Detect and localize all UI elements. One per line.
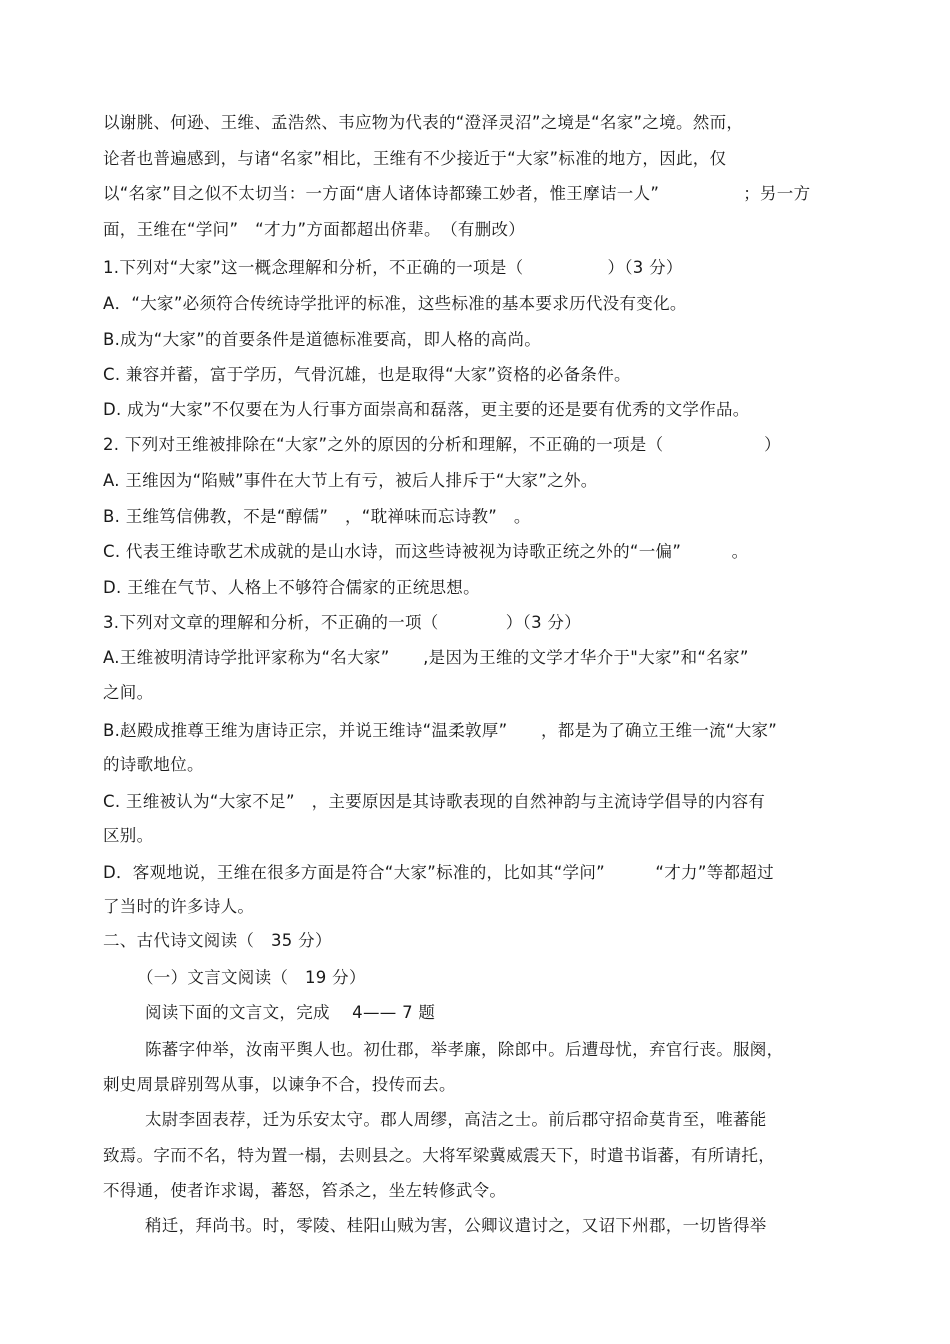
option-line: C. 兼容并蓄，富于学历，气骨沉雄，也是取得“大家”资格的必备条件。 [103,365,631,384]
passage-line: 太尉李固表荐，迁为乐安太守。郡人周缪，高洁之士。前后郡守招命莫肯至，唯蕃能 [145,1110,767,1129]
option-line: C. 王维被认为“大家不足” ，主要原因是其诗歌表现的自然神韵与主流诗学倡导的内容有 [103,792,766,811]
option-line: B.赵殿成推尊王维为唐诗正宗，并说王维诗“温柔敦厚” ，都是为了确立王维一流“大家” [103,721,778,740]
option-line: B. 王维笃信佛教，不是“醇儒” ，“耽禅味而忘诗教” 。 [103,507,531,526]
option-line: D．客观地说，王维在很多方面是符合“大家”标准的，比如其“学问” “才力”等都超过 [103,863,774,882]
passage-line: 稍迁，拜尚书。时，零陵、桂阳山贼为害，公卿议遣讨之，又诏下州郡，一切皆得举 [145,1216,767,1235]
option-line: A. 王维因为“陷贼”事件在大节上有亏，被后人排斥于“大家”之外。 [103,471,598,490]
option-line: A．“大家”必须符合传统诗学批评的标准，这些标准的基本要求历代没有变化。 [103,294,687,313]
text-line: 以谢朓、何逊、王维、孟浩然、韦应物为代表的“澄泽灵沼”之境是“名家”之境。然而， [103,113,744,132]
option-line: 的诗歌地位。 [103,755,204,774]
question-3-stem: 3.下列对文章的理解和分析，不正确的一项（ ）（3 分） [103,613,582,632]
option-line: B.成为“大家”的首要条件是道德标准要高，即人格的高尚。 [103,330,542,349]
subsection-heading: （一）文言文阅读（ 19 分） [137,968,366,987]
passage-line: 陈蕃字仲举，汝南平舆人也。初仕郡，举孝廉，除郎中。后遭母忧，弃官行丧。服阕， [145,1040,784,1059]
option-line: A.王维被明清诗学批评家称为“名大家” ,是因为王维的文学才华介于"大家”和“名家” [103,648,749,667]
question-1-stem: 1.下列对“大家”这一概念理解和分析，不正确的一项是（ ）（3 分） [103,258,683,277]
passage-line: 不得通，使者诈求谒，蕃怒，笞杀之，坐左转修武令。 [103,1181,507,1200]
option-line: D. 成为“大家”不仅要在为人行事方面崇高和磊落，更主要的还是要有优秀的文学作品。 [103,400,750,419]
text-line: 面，王维在“学问” “才力”方面都超出侪辈。 （有删改） [103,220,526,239]
option-line: 之间。 [103,683,154,702]
instruction-line: 阅读下面的文言文，完成 4—— 7 题 [145,1003,436,1022]
option-line: 了当时的许多诗人。 [103,897,255,916]
passage-line: 刺史周景辟别驾从事，以谏争不合，投传而去。 [103,1075,456,1094]
option-line: D. 王维在气节、人格上不够符合儒家的正统思想。 [103,578,480,597]
option-line: 区别。 [103,826,154,845]
passage-line: 致焉。字而不名，特为置一榻，去则县之。大将军梁冀威震天下，时遣书诣蕃，有所请托， [103,1146,775,1165]
text-line: 论者也普遍感到，与诸“名家”相比，王维有不少接近于“大家”标准的地方，因此，仅 [103,149,727,168]
section-heading: 二、古代诗文阅读（ 35 分） [103,931,332,950]
text-line: 以“名家”目之似不太切当：一方面“唐人诸体诗都臻工妙者，惟王摩诘一人” ；另一方 [103,184,811,203]
option-line: C. 代表王维诗歌艺术成就的是山水诗，而这些诗被视为诗歌正统之外的“一偏” 。 [103,542,749,561]
question-2-stem: 2. 下列对王维被排除在“大家”之外的原因的分析和理解，不正确的一项是（ ） [103,435,781,454]
